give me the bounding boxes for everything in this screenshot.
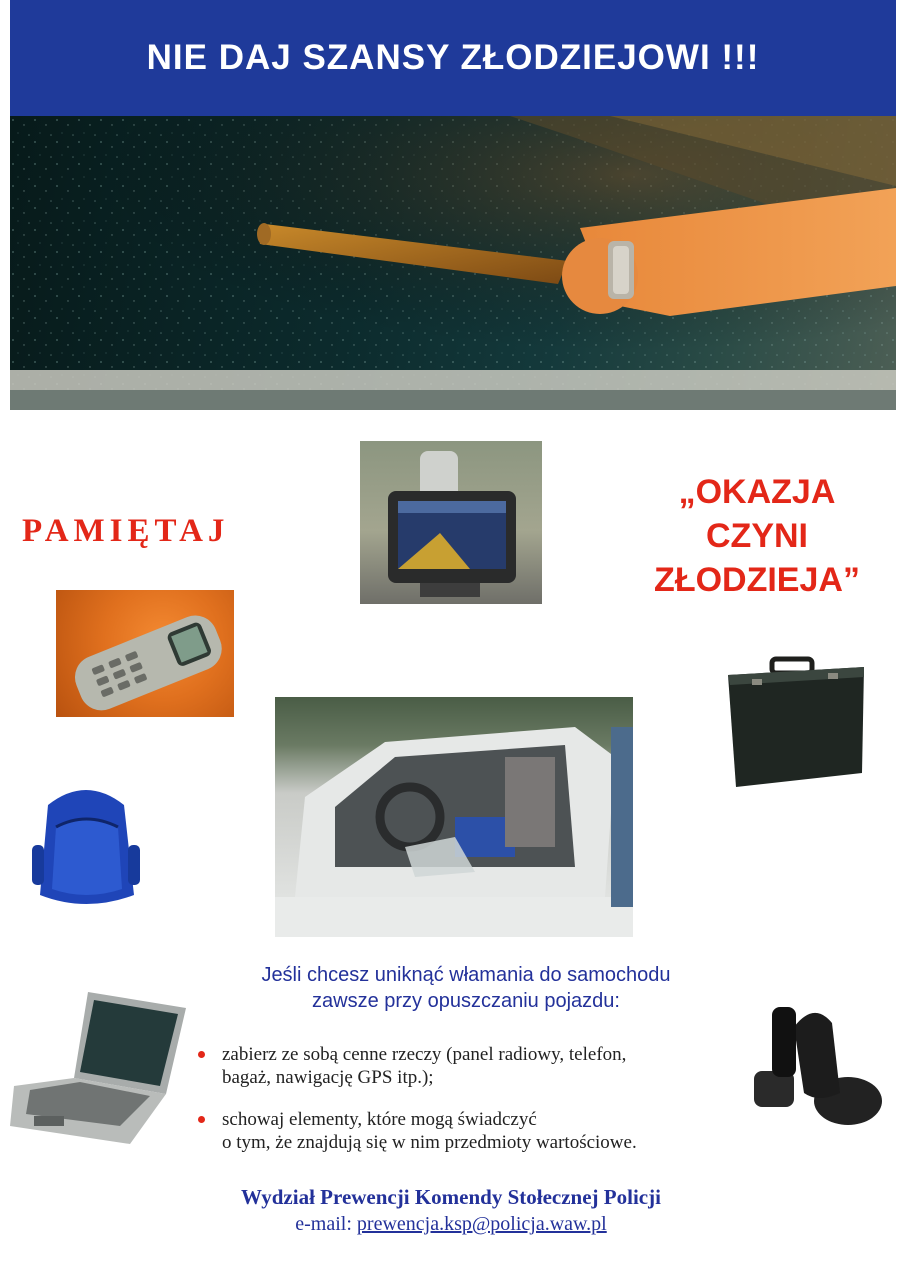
- bullet-text-line: zabierz ze sobą cenne rzeczy (panel radiowy, telefon,: [222, 1044, 627, 1065]
- slogan-line: ZŁODZIEJA”: [654, 561, 860, 599]
- hero-photo: [10, 116, 896, 410]
- slogan-heading: [614, 470, 900, 620]
- bullet-text-line: bagaż, nawigację GPS itp.);: [222, 1067, 434, 1088]
- blue-backpack-photo: [28, 775, 144, 913]
- mobile-phone-photo: [56, 590, 234, 717]
- contact-email: [110, 1211, 792, 1237]
- slogan-line: CZYNI: [706, 517, 808, 555]
- shattered-car-window-with-club-photo: [10, 116, 896, 410]
- advice-bullet: [204, 1108, 734, 1154]
- broken-car-window-interior-photo: [275, 697, 633, 937]
- briefcase-photo: [722, 655, 868, 790]
- email-label: e-mail:: [295, 1213, 357, 1235]
- advice-intro-line: Jeśli chcesz uniknąć włamania do samochodu: [261, 964, 671, 986]
- advice-intro-line: zawsze przy opuszczaniu pojazdu:: [312, 990, 620, 1012]
- bullet-text-line: o tym, że znajdują się w nim przedmioty wartościowe.: [222, 1132, 637, 1153]
- slogan-line: „OKAZJA: [678, 473, 836, 511]
- bullet-dot-icon: [198, 1051, 205, 1058]
- banner-title: NIE DAJ SZANSY ZŁODZIEJOWI !!!: [146, 38, 760, 77]
- advice-bullet: [204, 1043, 734, 1089]
- advice-intro: [160, 962, 772, 1014]
- bullet-dot-icon: [198, 1116, 205, 1123]
- email-link[interactable]: prewencja.ksp@policja.waw.pl: [356, 1213, 607, 1235]
- gps-holder-mount-photo: [744, 993, 888, 1133]
- bullet-text-line: schowaj elementy, które mogą świadczyć: [222, 1109, 537, 1130]
- header-banner: [10, 0, 896, 116]
- department-name: Wydział Prewencji Komendy Stołecznej Policji: [241, 1185, 661, 1209]
- remember-heading: PAMIĘTAJ: [22, 513, 230, 549]
- gps-navigation-device-photo: [360, 441, 542, 604]
